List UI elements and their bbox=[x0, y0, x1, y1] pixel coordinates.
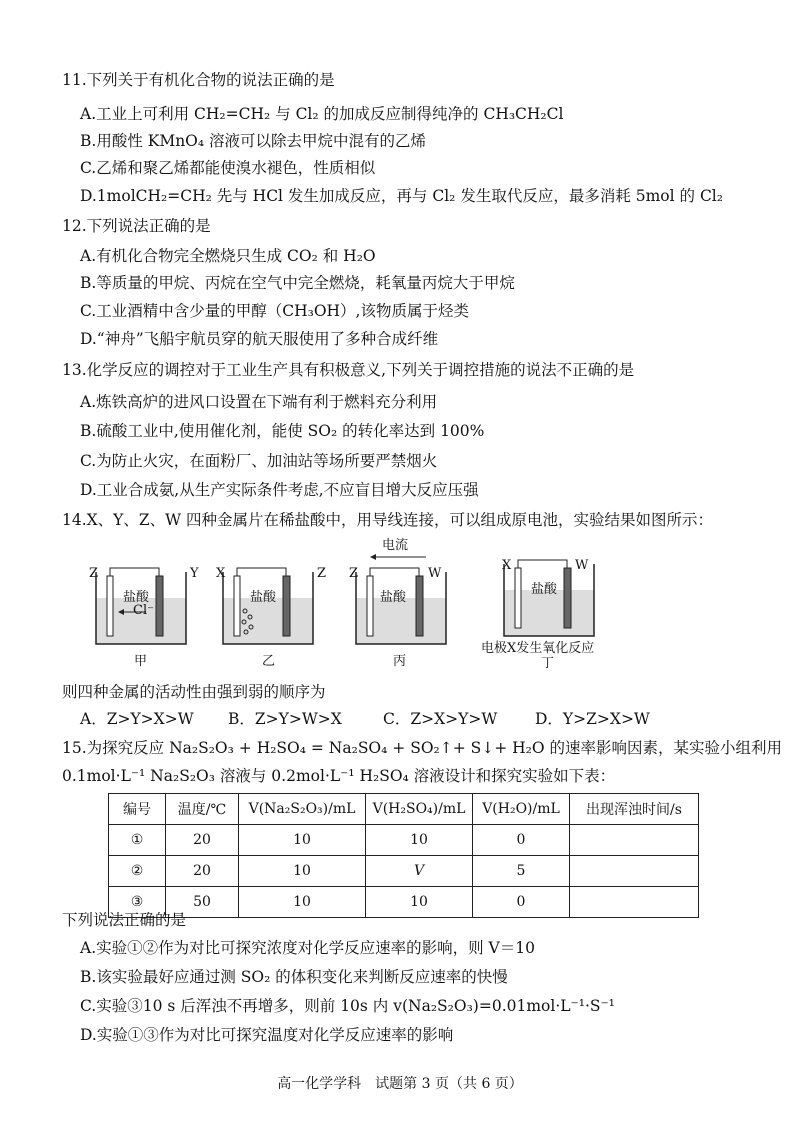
table-cell: 10 bbox=[239, 825, 366, 856]
table-cell: V bbox=[366, 856, 473, 887]
table-header: V(H₂SO₄)/mL bbox=[366, 794, 473, 825]
q14-stem: 14.X、Y、Z、W 四种金属片在稀盐酸中，用导线连接，可以组成原电池，实验结果如图所示： bbox=[62, 511, 714, 529]
table-header: 出现浑浊时间/s bbox=[570, 794, 699, 825]
q14-option-b: B．Z>Y>W>X bbox=[228, 710, 342, 728]
q13-option-a: A.炼铁高炉的进风口设置在下端有利于燃料充分利用 bbox=[80, 393, 438, 411]
q15-prompt: 下列说法正确的是 bbox=[62, 911, 187, 929]
page-footer: 高一化学学科 试题第 3 页（共 6 页） bbox=[277, 1076, 523, 1092]
table-cell: 10 bbox=[239, 887, 366, 918]
table-cell: 0 bbox=[473, 825, 570, 856]
yi-left-label: X bbox=[216, 566, 226, 581]
q14-option-d: D．Y>Z>X>W bbox=[535, 710, 650, 728]
table-header: V(H₂O)/mL bbox=[473, 794, 570, 825]
table-header: 编号 bbox=[109, 794, 166, 825]
table-header: V(Na₂S₂O₃)/mL bbox=[239, 794, 366, 825]
q12-option-d: D.“神舟”飞船宇航员穿的航天服使用了多种合成纤维 bbox=[80, 330, 439, 348]
table-cell: 5 bbox=[473, 856, 570, 887]
q12-option-c: C.工业酒精中含少量的甲醇（CH₃OH）,该物质属于烃类 bbox=[80, 302, 469, 320]
table-row bbox=[109, 856, 699, 887]
table-cell bbox=[570, 825, 699, 856]
bing-right-label: W bbox=[428, 566, 442, 581]
jia-acid-label: 盐酸 bbox=[123, 590, 150, 605]
table-cell bbox=[570, 856, 699, 887]
current-arrow-icon bbox=[368, 552, 428, 562]
table-row bbox=[109, 887, 699, 918]
table-cell: ② bbox=[109, 856, 166, 887]
q15-option-a: A.实验①②作为对比可探究浓度对化学反应速率的影响，则 V＝10 bbox=[80, 939, 535, 957]
table-cell: 50 bbox=[166, 887, 239, 918]
ding-caption: 丁 bbox=[541, 656, 555, 671]
table-cell: ① bbox=[109, 825, 166, 856]
yi-acid-label: 盐酸 bbox=[250, 590, 277, 605]
q12-option-a: A.有机化合物完全燃烧只生成 CO₂ 和 H₂O bbox=[80, 247, 376, 265]
jia-caption: 甲 bbox=[134, 654, 148, 669]
bing-current-label: 电流 bbox=[382, 538, 409, 553]
q11-option-c: C.乙烯和聚乙烯都能使溴水褪色，性质相似 bbox=[80, 159, 376, 177]
q15-option-b: B.该实验最好应通过测 SO₂ 的体积变化来判断反应速率的快慢 bbox=[80, 968, 508, 986]
ding-acid-label: 盐酸 bbox=[531, 582, 558, 597]
table-cell: 10 bbox=[239, 856, 366, 887]
yi-caption: 乙 bbox=[262, 654, 276, 669]
bing-left-label: Z bbox=[349, 566, 359, 581]
table-cell: ③ bbox=[109, 887, 166, 918]
jia-right-label: Y bbox=[190, 566, 199, 581]
table-cell: 20 bbox=[166, 825, 239, 856]
ding-note: 电极X发生氧化反应 bbox=[481, 641, 595, 656]
experiment-table bbox=[108, 793, 699, 918]
table-header: 温度/℃ bbox=[166, 794, 239, 825]
q11-stem: 11.下列关于有机化合物的说法正确的是 bbox=[62, 71, 335, 89]
bing-caption: 丙 bbox=[393, 654, 407, 669]
table-row bbox=[109, 825, 699, 856]
table-cell: 20 bbox=[166, 856, 239, 887]
ding-right-label: W bbox=[575, 558, 589, 573]
q13-option-d: D.工业合成氨,从生产实际条件考虑,不应盲目增大反应压强 bbox=[80, 481, 479, 499]
q11-option-b: B.用酸性 KMnO₄ 溶液可以除去甲烷中混有的乙烯 bbox=[80, 132, 427, 150]
cell-yi-drawing bbox=[213, 566, 323, 646]
table-cell: 10 bbox=[366, 825, 473, 856]
jia-left-label: Z bbox=[89, 566, 99, 581]
cell-diagram-yi bbox=[213, 566, 323, 646]
table-cell: 0 bbox=[473, 887, 570, 918]
table-cell: 10 bbox=[366, 887, 473, 918]
jia-ion-label: Cl⁻ bbox=[133, 603, 154, 618]
table-cell bbox=[570, 887, 699, 918]
q15-stem-line2: 0.1mol·L⁻¹ Na₂S₂O₃ 溶液与 0.2mol·L⁻¹ H₂SO₄ 溶液设计和探究实验如下表： bbox=[62, 767, 616, 785]
q12-stem: 12.下列说法正确的是 bbox=[62, 217, 211, 235]
bing-acid-label: 盐酸 bbox=[380, 590, 407, 605]
yi-right-label: Z bbox=[317, 566, 327, 581]
q11-option-a: A.工业上可利用 CH₂=CH₂ 与 Cl₂ 的加成反应制得纯净的 CH₃CH₂Cl bbox=[80, 105, 564, 123]
q15-option-c: C.实验③10 s 后浑浊不再增多，则前 10s 内 v(Na₂S₂O₃)=0.01mol·L⁻¹·S⁻¹ bbox=[80, 997, 615, 1015]
q13-option-c: C.为防止火灾，在面粉厂、加油站等场所要严禁烟火 bbox=[80, 452, 438, 470]
table-header-row bbox=[109, 794, 699, 825]
q11-option-d: D.1molCH₂=CH₂ 先与 HCl 发生加成反应，再与 Cl₂ 发生取代反应，最多消耗 5mol 的 Cl₂ bbox=[80, 187, 723, 205]
q14-option-a: A．Z>Y>X>W bbox=[80, 710, 194, 728]
q12-option-b: B.等质量的甲烷、丙烷在空气中完全燃烧，耗氧量丙烷大于甲烷 bbox=[80, 274, 515, 292]
q14-option-c: C．Z>X>Y>W bbox=[383, 710, 498, 728]
q13-stem: 13.化学反应的调控对于工业生产具有积极意义,下列关于调控措施的说法不正确的是 bbox=[62, 361, 635, 379]
q15-option-d: D.实验①③作为对比可探究温度对化学反应速率的影响 bbox=[80, 1026, 454, 1044]
q13-option-b: B.硫酸工业中,使用催化剂，能使 SO₂ 的转化率达到 100% bbox=[80, 422, 485, 440]
q15-stem-line1: 15.为探究反应 Na₂S₂O₃ + H₂SO₄ = Na₂SO₄ + SO₂↑+ S↓+ H₂O 的速率影响因素，某实验小组利用 bbox=[62, 739, 783, 757]
ding-left-label: X bbox=[502, 558, 512, 573]
q14-prompt: 则四种金属的活动性由强到弱的顺序为 bbox=[62, 683, 326, 701]
